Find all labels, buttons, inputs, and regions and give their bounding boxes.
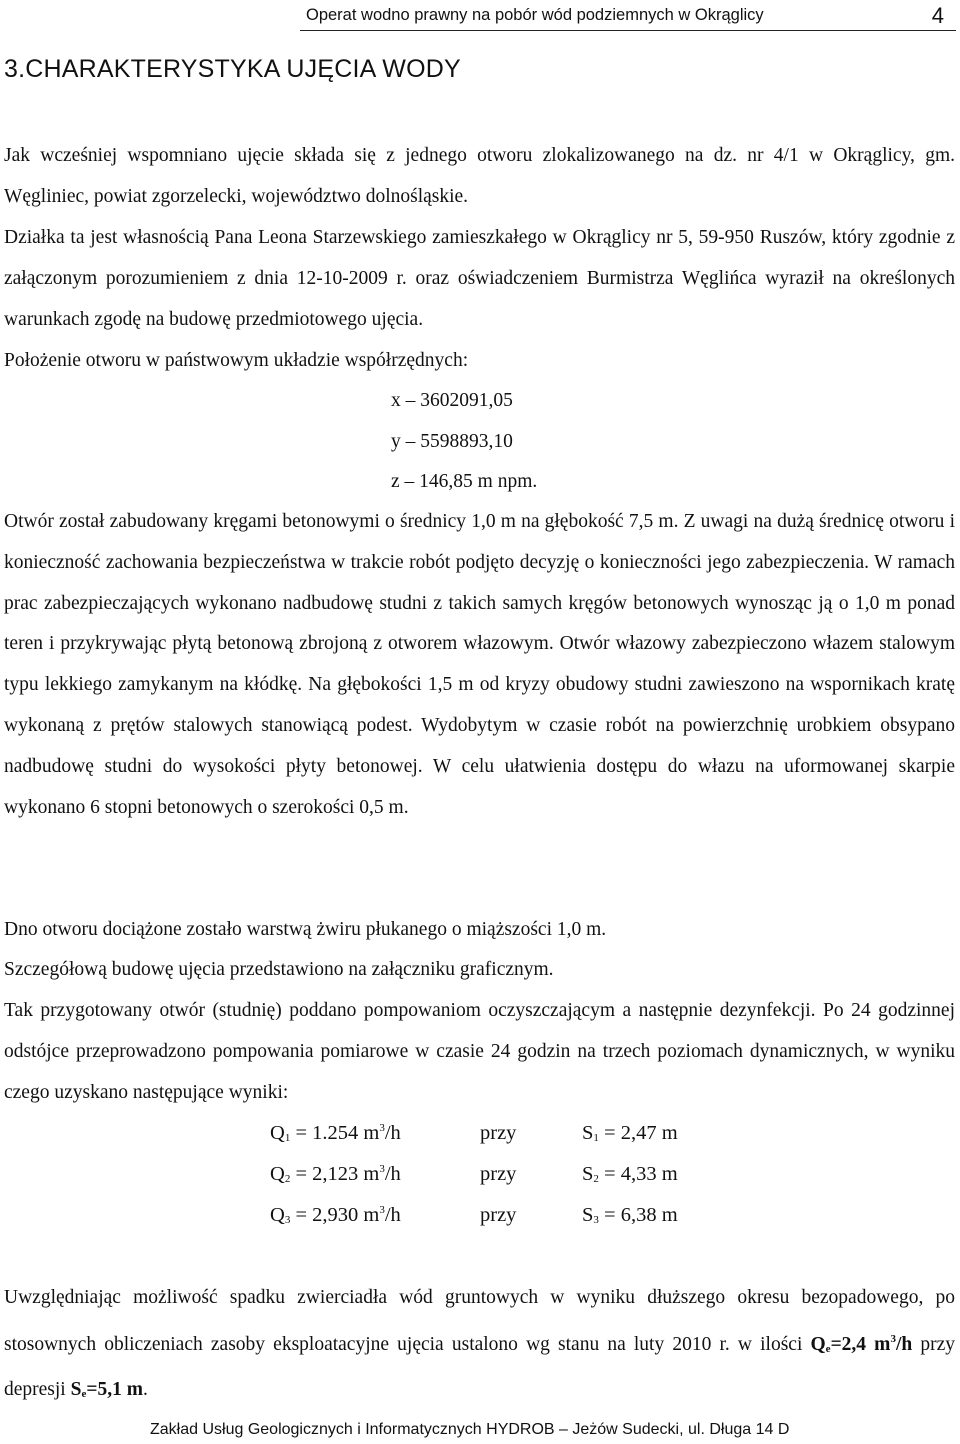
coordinate-x: x – 3602091,05 — [391, 390, 513, 411]
depression-value: $S_2 = 4,33$ m — [582, 1163, 678, 1185]
flow-value: $Q_2 = 2,123$ $m^3/h$ — [270, 1163, 401, 1185]
page-number: 4 — [931, 3, 944, 28]
coordinate-z: z – 146,85 m npm. — [391, 471, 538, 492]
przy-label: przy — [480, 1204, 517, 1226]
result-row — [0, 1122, 960, 1162]
resources-value: $Q_e=2,4$ $m^3/h$ — [810, 1332, 913, 1355]
depression-value: $S_1 = 2,47$ m — [582, 1122, 678, 1144]
coordinate-y: y – 5598893,10 — [391, 431, 513, 452]
result-row — [0, 1204, 960, 1244]
depression-result: $S_e=5,1$ m — [70, 1378, 143, 1400]
paragraph-pumping: Tak przygotowany otwór (studnię) poddano pompowaniom oczyszczającym a następnie dezynfekcji. Po 24 godzinnej odstójce przeprowadzono pompowania pomiarowe w czasie 24 godzin na trzech poziomach dynamicznych, w wyniku czego uzyskano następujące wyniki: — [4, 1000, 955, 1103]
paragraph-gravel: Dno otworu dociążone zostało warstwą żwiru płukanego o miąższości 1,0 m. — [4, 919, 607, 940]
flow-value: $Q_3 = 2,930$ $m^3/h$ — [270, 1204, 401, 1226]
result-row — [0, 1163, 960, 1203]
paragraph-attachment: Szczegółową budowę ujęcia przedstawiono na załączniku graficznym. — [4, 959, 554, 980]
paragraph-coordinates-intro: Położenie otworu w państwowym układzie współrzędnych: — [4, 350, 469, 371]
paragraph-conclusion: Uwzględniając możliwość spadku zwierciadła wód gruntowych w wyniku dłuższego okresu bezopadowego, po stosownych obliczeniach zasoby eksploatacyjne ujęcia ustalono wg stanu na luty 2010 r. w ilości $Q_e=2,4$ $m^3/h$ przy depresji $S_e=5,1$ m. — [4, 1287, 955, 1400]
przy-label: przy — [480, 1122, 517, 1144]
przy-label: przy — [480, 1163, 517, 1185]
paragraph-construction: Otwór został zabudowany kręgami betonowymi o średnicy 1,0 m na głębokość 7,5 m. Z uwagi na dużą średnicę otworu i konieczność zachowania bezpieczeństwa w trakcie robót podjęto decyzję o konieczności jego zabezpieczenia. W ramach prac zabezpieczających wykonano nadbudowę studni z takich samych kręgów betonowych wynosząc ją o 1,0 m ponad teren i przykrywając płytą betonową zbrojoną z otworem włazowym. Otwór włazowy zabezpieczono włazem stalowym typu lekkiego zamykanym na kłódkę. Na głębokości 1,5 m od kryzy obudowy studni zawieszono na wspornikach kratę wykonaną z prętów stalowych stanowiącą podest. Wydobytym w czasie robót na powierzchnię urobkiem obsypano nadbudowę studni do wysokości płyty betonowej. W celu ułatwienia dostępu do włazu na uformowanej skarpie wykonano 6 stopni betonowych o szerokości 0,5 m. — [4, 511, 955, 818]
page-footer: Zakład Usług Geologicznych i Informatycznych HYDROB – Jeżów Sudecki, ul. Długa 14 D — [150, 1421, 790, 1438]
depression-value: $S_3 = 6,38$ m — [582, 1204, 678, 1226]
header-title: Operat wodno prawny na pobór wód podziemnych w Okrąglicy — [306, 6, 764, 24]
section-title: 3.CHARAKTERYSTYKA UJĘCIA WODY — [4, 55, 461, 83]
paragraph-ownership: Działka ta jest własnością Pana Leona Starzewskiego zamieszkałego w Okrąglicy nr 5, 59-950 Ruszów, który zgodnie z załączonym porozumieniem z dnia 12-10-2009 r. oraz oświadczeniem Burmistrza Węglińca wyraził na określonych warunkach zgodę na budowę przedmiotowego ujęcia. — [4, 227, 955, 330]
flow-value: $Q_1 = 1.254$ $m^3/h$ — [270, 1122, 401, 1144]
paragraph-location: Jak wcześniej wspomniano ujęcie składa się z jednego otworu zlokalizowanego na dz. nr 4/1 w Okrąglicy, gm. Węgliniec, powiat zgorzelecki, województwo dolnośląskie. — [4, 145, 955, 207]
page-header — [300, 4, 956, 31]
